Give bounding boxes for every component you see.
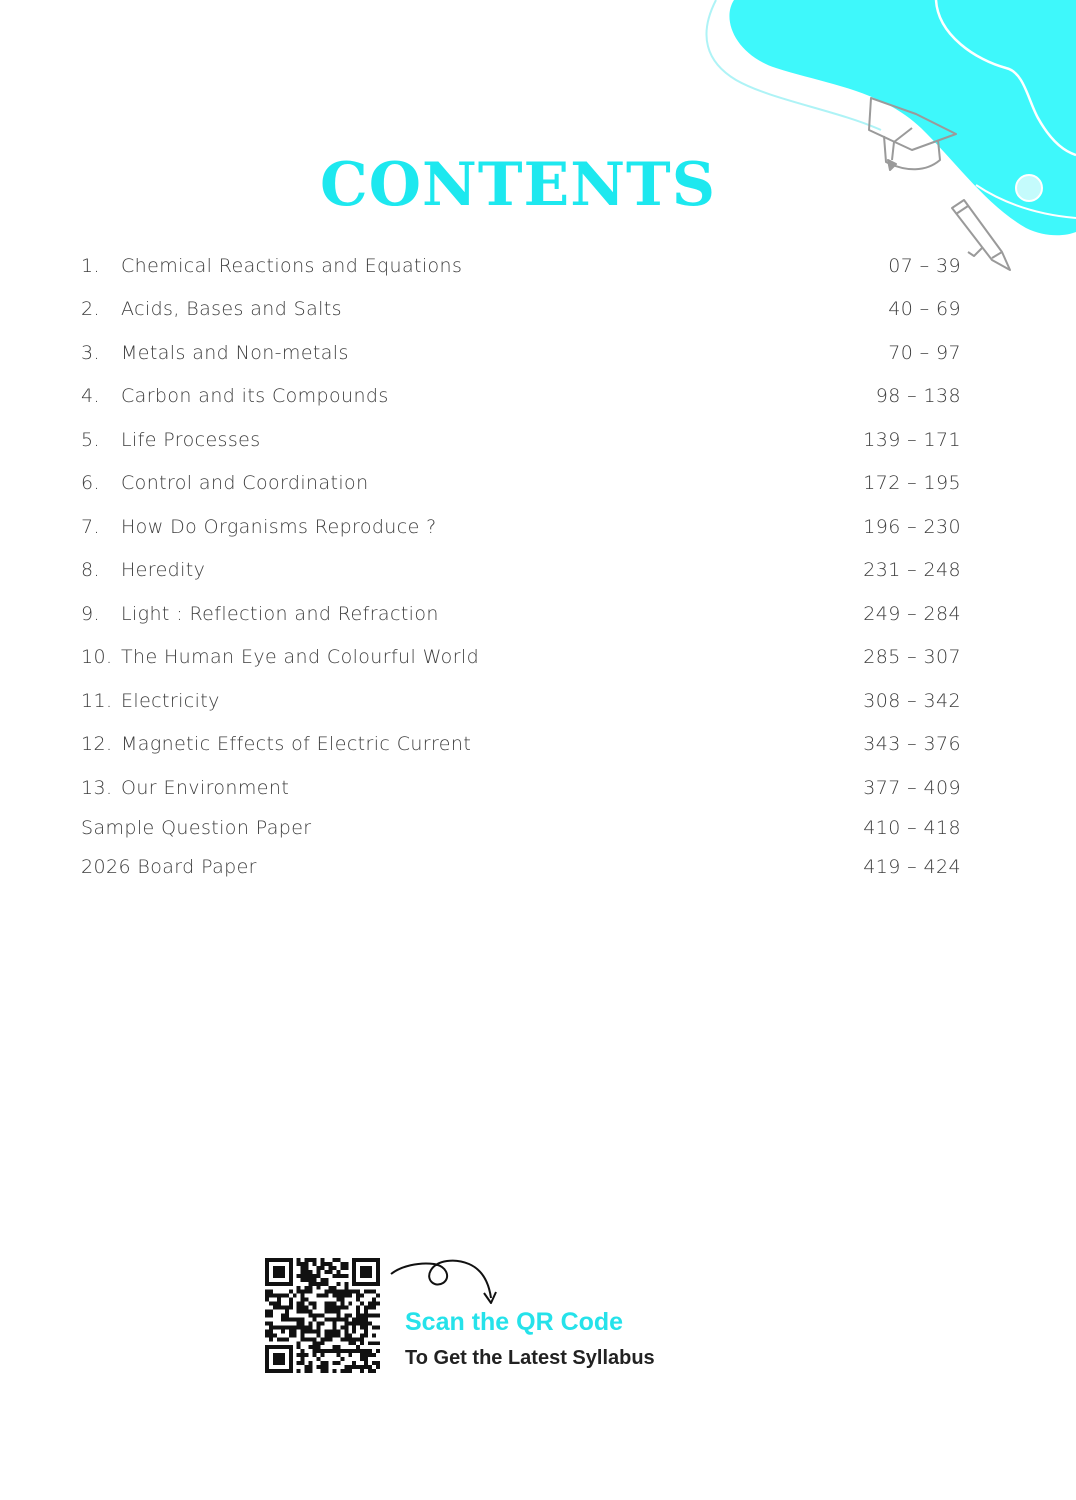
- chapter-title: Carbon and its Compounds: [121, 385, 389, 408]
- chapter-number: 9.: [81, 602, 100, 625]
- page-range: 410 – 418: [863, 816, 961, 839]
- page-range: 70 – 97: [888, 341, 961, 364]
- chapter-title: How Do Organisms Reproduce ?: [121, 515, 437, 538]
- chapter-title: Our Environment: [121, 776, 290, 799]
- page-range: 196 – 230: [863, 515, 961, 538]
- chapter-number: 4.: [81, 385, 100, 408]
- page-title: CONTENTS: [319, 150, 717, 220]
- chapter-number: 5.: [81, 428, 100, 451]
- toc-row[interactable]: [81, 679, 961, 723]
- chapter-title: Acids, Bases and Salts: [121, 298, 342, 321]
- toc-row[interactable]: [81, 766, 961, 810]
- page-range: 377 – 409: [863, 776, 961, 799]
- chapter-title: Chemical Reactions and Equations: [121, 254, 463, 277]
- toc-row[interactable]: [81, 418, 961, 462]
- qr-callout: [265, 1258, 705, 1378]
- chapter-number: 1.: [81, 254, 100, 277]
- extra-title: Sample Question Paper: [81, 816, 312, 839]
- page-range: 419 – 424: [863, 856, 961, 878]
- chapter-number: 12.: [81, 733, 113, 756]
- toc-row-sample-paper[interactable]: [81, 810, 961, 846]
- toc-row[interactable]: [81, 592, 961, 636]
- chapter-number: 10.: [81, 646, 113, 669]
- chapter-title: Magnetic Effects of Electric Current: [121, 733, 472, 756]
- chapter-number: 2.: [81, 298, 100, 321]
- chapter-title: Control and Coordination: [121, 472, 369, 495]
- page-range: 40 – 69: [888, 298, 961, 321]
- page-range: 249 – 284: [863, 602, 961, 625]
- toc-row[interactable]: [81, 636, 961, 680]
- toc-row[interactable]: [81, 331, 961, 375]
- chapter-title: Heredity: [121, 559, 206, 582]
- table-of-contents: [81, 244, 961, 889]
- chapter-number: 8.: [81, 559, 100, 582]
- toc-row[interactable]: [81, 505, 961, 549]
- toc-row[interactable]: [81, 723, 961, 767]
- curly-arrow-icon: [389, 1256, 499, 1312]
- toc-row[interactable]: [81, 375, 961, 419]
- page-range: 285 – 307: [863, 646, 961, 669]
- page-range: 07 – 39: [888, 254, 961, 277]
- chapter-number: 13.: [81, 776, 113, 799]
- chapter-number: 3.: [81, 341, 100, 364]
- toc-row[interactable]: [81, 288, 961, 332]
- qr-heading: Scan the QR Code: [405, 1308, 624, 1336]
- chapter-title: Life Processes: [121, 428, 261, 451]
- page-range: 343 – 376: [863, 733, 961, 756]
- toc-row[interactable]: [81, 244, 961, 288]
- qr-subheading: To Get the Latest Syllabus: [405, 1347, 655, 1369]
- toc-row[interactable]: [81, 549, 961, 593]
- qr-code-icon[interactable]: [265, 1258, 380, 1373]
- page-range: 308 – 342: [863, 689, 961, 712]
- toc-row[interactable]: [81, 462, 961, 506]
- page-range: 98 – 138: [875, 385, 961, 408]
- chapter-number: 6.: [81, 472, 100, 495]
- extra-title: 2026 Board Paper: [81, 856, 257, 878]
- page-range: 172 – 195: [863, 472, 961, 495]
- chapter-title: The Human Eye and Colourful World: [121, 646, 480, 669]
- chapter-title: Light : Reflection and Refraction: [121, 602, 439, 625]
- toc-row-board-paper[interactable]: [81, 846, 961, 889]
- chapter-number: 7.: [81, 515, 100, 538]
- chapter-title: Electricity: [121, 689, 220, 712]
- chapter-title: Metals and Non-metals: [121, 341, 349, 364]
- page-range: 231 – 248: [863, 559, 961, 582]
- chapter-number: 11.: [81, 689, 113, 712]
- page-range: 139 – 171: [863, 428, 961, 451]
